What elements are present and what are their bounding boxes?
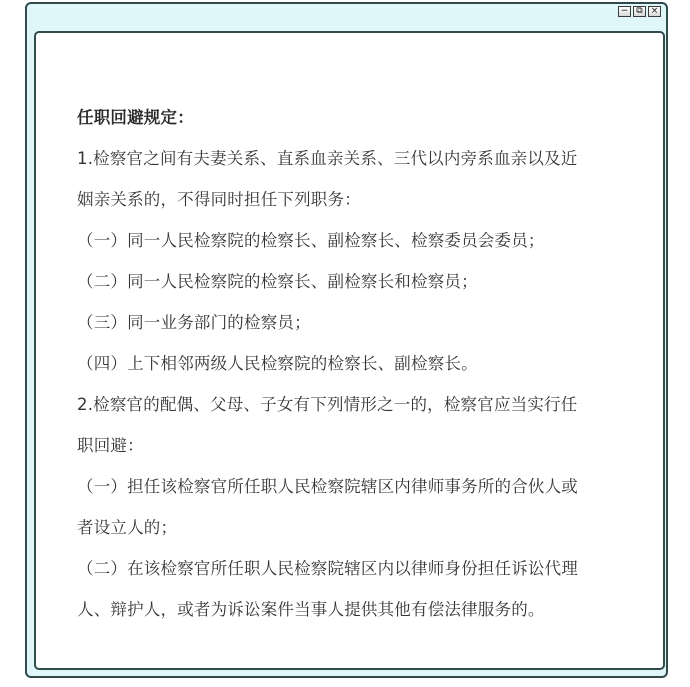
text-line: （一）同一人民检察院的检察长、副检察长、检察委员会委员； bbox=[77, 231, 545, 250]
text-line: （一）担任该检察官所任职人民检察院辖区内律师事务所的合伙人或 bbox=[77, 477, 578, 496]
content-panel bbox=[34, 31, 665, 670]
text-line: （四）上下相邻两级人民检察院的检察长、副检察长。 bbox=[77, 354, 478, 373]
window-controls bbox=[618, 6, 661, 17]
text-line: 2.检察官的配偶、父母、子女有下列情形之一的，检察官应当实行任 bbox=[77, 395, 578, 414]
text-line: （二）在该检察官所任职人民检察院辖区内以律师身份担任诉讼代理 bbox=[77, 559, 578, 578]
text-line: 职回避： bbox=[77, 436, 144, 455]
text-line: 姻亲关系的，不得同时担任下列职务： bbox=[77, 190, 361, 209]
restore-button[interactable]: ⧉ bbox=[633, 6, 646, 17]
text-line: 1.检察官之间有夫妻关系、直系血亲关系、三代以内旁系血亲以及近 bbox=[77, 149, 578, 168]
section-title: 任职回避规定： bbox=[77, 108, 194, 127]
text-line: （二）同一人民检察院的检察长、副检察长和检察员； bbox=[77, 272, 478, 291]
regulation-text bbox=[77, 97, 637, 630]
text-line: 人、辩护人，或者为诉讼案件当事人提供其他有偿法律服务的。 bbox=[77, 600, 545, 619]
text-line: 者设立人的； bbox=[77, 518, 178, 537]
minimize-button[interactable]: − bbox=[618, 6, 631, 17]
text-line: （三）同一业务部门的检察员； bbox=[77, 313, 311, 332]
app-window bbox=[25, 2, 668, 678]
close-button[interactable]: × bbox=[648, 6, 661, 17]
